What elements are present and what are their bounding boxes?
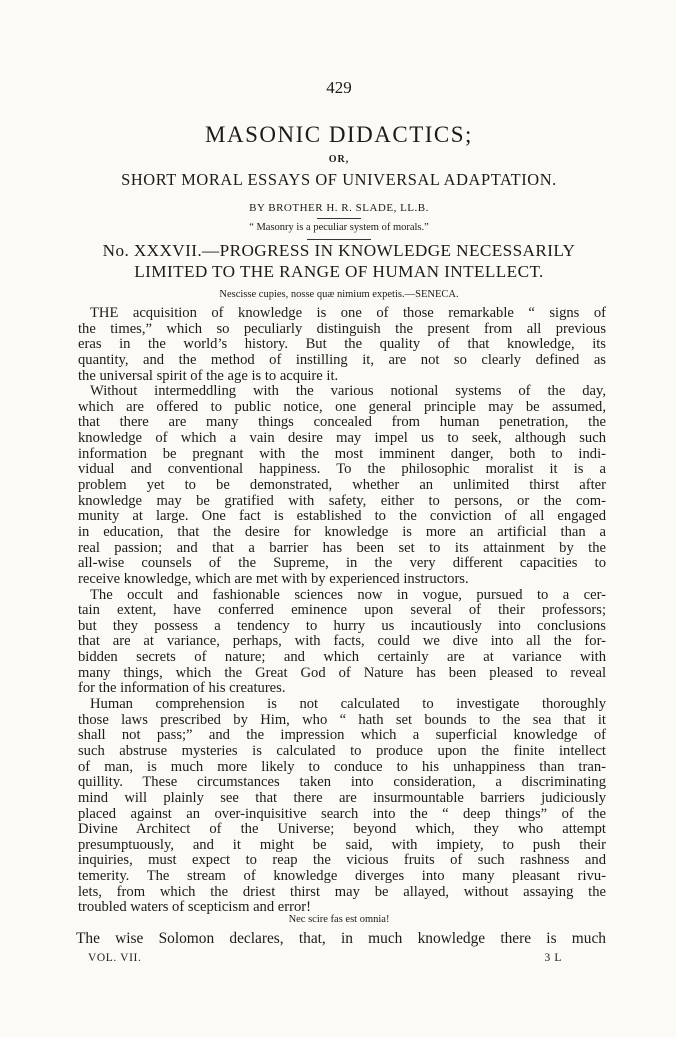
body-line: but they possess a tendency to hurry us incautiously into conclusions bbox=[78, 618, 606, 634]
body-line: vidual and conventional happiness. To the philosophic moralist it is a bbox=[78, 462, 606, 478]
body-line: problem yet to be demonstrated, whether an unlimited thirst after bbox=[78, 478, 606, 494]
essay-body bbox=[78, 306, 606, 916]
body-line: tain extent, have conferred eminence upon several of their professors; bbox=[78, 603, 606, 619]
body-line: real passion; and that a barrier has been set to its attainment by the bbox=[78, 540, 606, 556]
body-line: many things, which the Great God of Nature has been pleased to reveal bbox=[78, 665, 606, 681]
body-line: in education, that the desire for knowledge is more an artificial than a bbox=[78, 524, 606, 540]
article-title: MASONIC DIDACTICS; bbox=[205, 122, 473, 147]
body-line: those laws prescribed by Him, who “ hath set bounds to the sea that it bbox=[78, 712, 606, 728]
body-line: munity at large. One fact is established to the conviction of all engaged bbox=[78, 509, 606, 525]
body-line: Human comprehension is not calculated to investigate thoroughly bbox=[90, 697, 606, 713]
volume-label: VOL. VII. bbox=[88, 952, 142, 964]
body-line: lets, from which the driest thirst may be allayed, without assaying the bbox=[78, 884, 606, 900]
page-footer bbox=[88, 952, 562, 964]
body-line: Without intermeddling with the various notional systems of the day, bbox=[90, 384, 606, 400]
body-line: such abstruse mysteries is calculated to produce upon the finite intellect bbox=[78, 743, 606, 759]
body-line: mind will plainly see that there are insurmountable barriers judiciously bbox=[78, 790, 606, 806]
body-line: of man, is much more likely to conduce to his unhappiness than tran- bbox=[78, 759, 606, 775]
body-line: Divine Architect of the Universe; beyond which, they who attempt bbox=[78, 822, 606, 838]
body-line: presumptuously, and it might be said, with impiety, to push their bbox=[78, 837, 606, 853]
page-number: 429 bbox=[326, 78, 352, 97]
divider-rule bbox=[317, 218, 361, 219]
epigraph: Nescisse cupies, nosse quæ nimium expetis.—SENECA. bbox=[219, 289, 459, 300]
body-line: receive knowledge, which are met with by experienced instructors. bbox=[78, 571, 469, 587]
body-line: shall not pass;” and the impression which a superficial knowledge of bbox=[78, 728, 606, 744]
body-line: bidden secrets of nature; and which certainly are at variance with bbox=[78, 650, 606, 666]
body-line: all-wise counsels of the Supreme, in the very different capacities to bbox=[78, 556, 606, 572]
body-line: troubled waters of scepticism and error! bbox=[78, 900, 312, 916]
signature-mark: 3 L bbox=[544, 952, 562, 964]
essay-heading-line: LIMITED TO THE RANGE OF HUMAN INTELLECT. bbox=[134, 262, 544, 281]
body-line: the universal spirit of the age is to acquire it. bbox=[78, 368, 339, 384]
body-line: temerity. The stream of knowledge diverges into many pleasant rivu- bbox=[78, 869, 606, 885]
body-line: information be pregnant with the most imminent danger, both to indi- bbox=[78, 446, 606, 462]
body-line: the times,” which so peculiarly distinguish the present from all previous bbox=[78, 321, 606, 337]
essay-heading bbox=[90, 240, 588, 282]
or-line: OR, bbox=[328, 154, 350, 165]
body-line: that are at variance, perhaps, with facts, could we dive into all the for- bbox=[78, 634, 606, 650]
latin-quote: Nec scire fas est omnia! bbox=[288, 914, 390, 925]
body-line: for the information of his creatures. bbox=[78, 681, 286, 697]
essay-heading-line: No. XXXVII.—PROGRESS IN KNOWLEDGE NECESSARILY bbox=[102, 241, 576, 260]
body-line: eras in the world’s history. But the quality of that knowledge, its bbox=[78, 337, 606, 353]
motto: “ Masonry is a peculiar system of morals.” bbox=[249, 222, 429, 233]
author-line: BY BROTHER H. R. SLADE, LL.B. bbox=[249, 202, 429, 214]
body-line: THE acquisition of knowledge is one of those remarkable “ signs of bbox=[90, 306, 606, 321]
body-line: placed against an over-inquisitive search into the “ deep things” of the bbox=[78, 806, 606, 822]
body-line: which are offered to public notice, one general principle may be assumed, bbox=[78, 399, 606, 415]
continuation-line: The wise Solomon declares, that, in much knowledge there is much bbox=[76, 930, 606, 947]
body-line: The occult and fashionable sciences now in vogue, pursued to a cer- bbox=[90, 587, 606, 603]
body-line: inquiries, must expect to reap the vicious fruits of such rashness and bbox=[78, 853, 606, 869]
article-subtitle: SHORT MORAL ESSAYS OF UNIVERSAL ADAPTATION. bbox=[121, 170, 557, 189]
body-line: knowledge of which a vain desire may impel us to seek, although such bbox=[78, 431, 606, 447]
body-line: quantity, and the method of instilling it, are not so clearly defined as bbox=[78, 352, 606, 368]
body-line: that there are many things concealed from human penetration, the bbox=[78, 415, 606, 431]
body-line: knowledge may be gratified with safety, either to persons, or the com- bbox=[78, 493, 606, 509]
body-line: quillity. These circumstances taken into consideration, a discriminating bbox=[78, 775, 606, 791]
